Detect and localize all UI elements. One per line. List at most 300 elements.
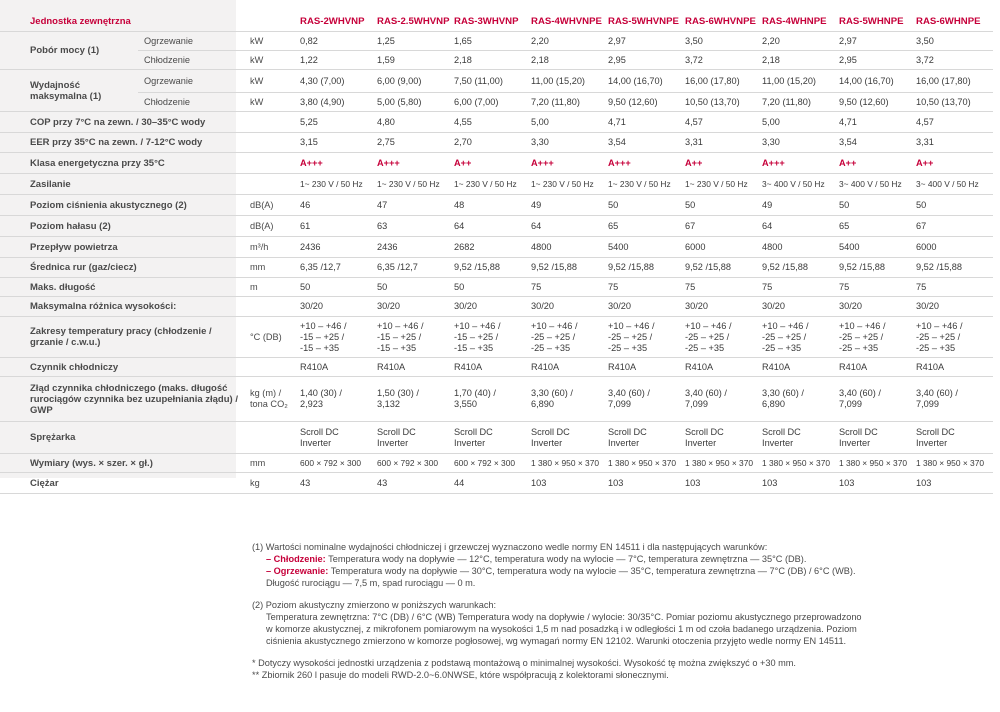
pipe-diameter-value: 6,35 /12,7 [298, 258, 375, 278]
max-height-difference-value: 30/20 [452, 297, 529, 317]
max-length-value: 75 [837, 278, 914, 297]
refrigerant-charge-value [298, 377, 375, 422]
weight-value: 103 [683, 473, 760, 494]
capacity-cooling-value: 10,50 (13,70) [914, 93, 993, 112]
dimensions-value: 600 × 792 × 300 [452, 454, 529, 473]
noise-level-label: Poziom hałasu (2) [0, 216, 242, 237]
air-flow-unit: m³/h [242, 237, 298, 258]
refrigerant-charge-value-line: 7,099 [685, 399, 709, 409]
operating-range-value [375, 317, 452, 358]
eer-value: 3,31 [914, 133, 993, 153]
row-pipe-diameter [0, 258, 993, 278]
pipe-diameter-value: 9,52 /15,88 [606, 258, 683, 278]
energy-class-label: Klasa energetyczna przy 35°C [0, 153, 298, 174]
compressor-value-line: Scroll DC [608, 426, 647, 437]
row-cop [0, 112, 993, 133]
power-supply-value: 1~ 230 V / 50 Hz [298, 174, 375, 195]
power-cooling-value: 2,18 [452, 51, 529, 70]
row-energy-class [0, 153, 993, 174]
eer-label: EER przy 35°C na zewn. / 7-12°C wody [0, 133, 298, 153]
compressor-value-line: Inverter [300, 437, 332, 448]
refrigerant-charge-value [452, 377, 529, 422]
capacity-heating-value: 14,00 (16,70) [606, 70, 683, 93]
dimensions-value: 1 380 × 950 × 370 [760, 454, 837, 473]
noise-level-value: 63 [375, 216, 452, 237]
power-cooling-value: 2,95 [606, 51, 683, 70]
refrigerant-charge-unit [242, 377, 298, 422]
max-length-value: 50 [298, 278, 375, 297]
energy-class-value: A++ [837, 153, 914, 174]
refrigerant-value: R410A [760, 358, 837, 377]
capacity-heating-value: 11,00 (15,20) [529, 70, 606, 93]
refrigerant-charge-value [683, 377, 760, 422]
model-name: RAS-6WHNPE [914, 11, 993, 32]
operating-range-value-line: -25 – +25 / [531, 331, 576, 342]
max-length-value: 50 [375, 278, 452, 297]
max-length-value: 75 [760, 278, 837, 297]
row-capacity-heating [0, 70, 993, 93]
note-1-heating [252, 565, 972, 577]
footnotes [252, 541, 972, 681]
sound-pressure-value: 48 [452, 195, 529, 216]
dimensions-value: 1 380 × 950 × 370 [529, 454, 606, 473]
max-length-value: 75 [914, 278, 993, 297]
cop-value: 4,57 [683, 112, 760, 133]
refrigerant-charge-value-line: 3,550 [454, 399, 478, 409]
note-1-heating-text: Temperatura wody na dopływie — 30°C, temperatura wody na wylocie — 35°C, temperatura zewnętrzna — 7°C (DB) / 6°C (WB). [330, 566, 856, 576]
pipe-diameter-value: 6,35 /12,7 [375, 258, 452, 278]
operating-range-value-line: -15 – +35 [300, 342, 340, 353]
compressor-value-line: Scroll DC [300, 426, 339, 437]
compressor-value-line: Inverter [916, 437, 948, 448]
weight-value: 103 [529, 473, 606, 494]
refrigerant-charge-value-line: 3,30 (60) / [531, 388, 573, 398]
operating-range-value-line: -25 – +25 / [916, 331, 961, 342]
note-2-line-b: w komorze akustycznej, z mikrofonem pomiarowym na wysokości 1,5 m nad posadzką i w odległości 1 m od czoła badanego urządzenia. Poziom [266, 624, 857, 634]
noise-level-value: 61 [298, 216, 375, 237]
refrigerant-charge-value [375, 377, 452, 422]
model-name: RAS-3WHVNP [452, 11, 529, 32]
compressor-value-line: Scroll DC [377, 426, 416, 437]
weight-value: 43 [375, 473, 452, 494]
compressor-value-line: Scroll DC [454, 426, 493, 437]
capacity-heating-value: 14,00 (16,70) [837, 70, 914, 93]
capacity-heating-unit: kW [242, 70, 298, 93]
pipe-diameter-value: 9,52 /15,88 [452, 258, 529, 278]
cop-value: 4,71 [606, 112, 683, 133]
refrigerant-charge-value-line: 3,40 (60) / [916, 388, 958, 398]
power-supply-value: 3~ 400 V / 50 Hz [760, 174, 837, 195]
operating-range-value-line: -15 – +35 [454, 342, 494, 353]
refrigerant-charge-value [914, 377, 993, 422]
pipe-diameter-unit: mm [242, 258, 298, 278]
capacity-cooling-sublabel: Chłodzenie [138, 93, 242, 112]
refrigerant-charge-label: Złąd czynnika chłodniczego (maks. długość rurociągów czynnika bez uzupełniania złądu) / GWP [0, 377, 242, 422]
dimensions-value: 1 380 × 950 × 370 [914, 454, 993, 473]
compressor-value [452, 422, 529, 454]
capacity-heating-value: 7,50 (11,00) [452, 70, 529, 93]
cop-value: 5,25 [298, 112, 375, 133]
power-cooling-value: 1,22 [298, 51, 375, 70]
operating-range-value-line: +10 – +46 / [916, 320, 963, 331]
eer-value: 3,54 [837, 133, 914, 153]
header-row [0, 11, 993, 32]
power-supply-value: 1~ 230 V / 50 Hz [683, 174, 760, 195]
refrigerant-charge-value-line: 1,50 (30) / [377, 388, 419, 398]
power-cooling-value: 2,18 [529, 51, 606, 70]
pipe-diameter-value: 9,52 /15,88 [529, 258, 606, 278]
row-capacity-cooling [0, 93, 993, 112]
refrigerant-charge-value-line: 7,099 [916, 399, 940, 409]
compressor-value [683, 422, 760, 454]
model-name: RAS-4WHNPE [760, 11, 837, 32]
energy-class-value: A+++ [760, 153, 837, 174]
row-max-height-difference [0, 297, 993, 317]
operating-range-value-line: -25 – +25 / [608, 331, 653, 342]
row-power-heating [0, 32, 993, 51]
refrigerant-value: R410A [529, 358, 606, 377]
max-length-value: 75 [606, 278, 683, 297]
noise-level-value: 64 [529, 216, 606, 237]
weight-value: 103 [837, 473, 914, 494]
noise-level-value: 64 [760, 216, 837, 237]
note-1-pipe: Długość rurociągu — 7,5 m, spad rurociągu — 0 m. [266, 578, 476, 588]
compressor-value-line: Scroll DC [839, 426, 878, 437]
sound-pressure-value: 50 [606, 195, 683, 216]
note-2: (2) Poziom akustyczny zmierzono w poniższych warunkach: [252, 600, 497, 610]
operating-range-value [914, 317, 993, 358]
weight-label: Ciężar [0, 473, 242, 494]
row-compressor [0, 422, 993, 454]
power-heating-value: 3,50 [683, 32, 760, 51]
compressor-label: Sprężarka [0, 422, 298, 454]
eer-value: 3,54 [606, 133, 683, 153]
power-supply-value: 3~ 400 V / 50 Hz [837, 174, 914, 195]
compressor-value-line: Scroll DC [916, 426, 955, 437]
capacity-heating-value: 11,00 (15,20) [760, 70, 837, 93]
max-height-difference-value: 30/20 [914, 297, 993, 317]
operating-range-value [298, 317, 375, 358]
refrigerant-value: R410A [683, 358, 760, 377]
operating-range-value-line: -25 – +35 [685, 342, 725, 353]
power-supply-value: 1~ 230 V / 50 Hz [606, 174, 683, 195]
dimensions-value: 600 × 792 × 300 [298, 454, 375, 473]
capacity-heating-sublabel: Ogrzewanie [138, 70, 242, 93]
refrigerant-value: R410A [837, 358, 914, 377]
sound-pressure-value: 50 [914, 195, 993, 216]
pipe-diameter-value: 9,52 /15,88 [760, 258, 837, 278]
model-name: RAS-2.5WHVNP [375, 11, 452, 32]
refrigerant-charge-value-line: 3,40 (60) / [685, 388, 727, 398]
air-flow-value: 2436 [375, 237, 452, 258]
compressor-value [760, 422, 837, 454]
row-refrigerant [0, 358, 993, 377]
power-supply-value: 1~ 230 V / 50 Hz [452, 174, 529, 195]
eer-value: 3,15 [298, 133, 375, 153]
operating-range-value-line: +10 – +46 / [839, 320, 886, 331]
operating-range-value [452, 317, 529, 358]
compressor-value [375, 422, 452, 454]
dimensions-value: 1 380 × 950 × 370 [837, 454, 914, 473]
sound-pressure-value: 49 [529, 195, 606, 216]
weight-value: 44 [452, 473, 529, 494]
weight-value: 103 [760, 473, 837, 494]
capacity-cooling-value: 6,00 (7,00) [452, 93, 529, 112]
max-height-difference-label: Maksymalna różnica wysokości: [0, 297, 298, 317]
energy-class-value: A+++ [298, 153, 375, 174]
compressor-value-line: Inverter [608, 437, 640, 448]
sound-pressure-value: 49 [760, 195, 837, 216]
note-star-1: * Dotyczy wysokości jednostki urządzenia z podstawą montażową o minimalnej wysokości. Wysokość tę można zwiększyć o +30 mm. [252, 658, 796, 668]
operating-range-value-line: +10 – +46 / [377, 320, 424, 331]
sound-pressure-value: 50 [837, 195, 914, 216]
row-max-length [0, 278, 993, 297]
max-height-difference-value: 30/20 [606, 297, 683, 317]
capacity-cooling-value: 9,50 (12,60) [606, 93, 683, 112]
refrigerant-charge-value-line: 7,099 [608, 399, 632, 409]
operating-range-value-line: +10 – +46 / [300, 320, 347, 331]
operating-range-unit: °C (DB) [242, 317, 298, 358]
capacity-heating-value: 16,00 (17,80) [914, 70, 993, 93]
noise-level-value: 65 [606, 216, 683, 237]
note-1-cooling-text: Temperatura wody na dopływie — 12°C, temperatura wody na wylocie — 7°C, temperatura zewnętrzna — 35°C (DB). [328, 554, 807, 564]
refrigerant-charge-value-line: 3,132 [377, 399, 401, 409]
energy-class-value: A+++ [529, 153, 606, 174]
max-height-difference-value: 30/20 [683, 297, 760, 317]
note-1-cooling-key: – Chłodzenie: [266, 554, 326, 564]
max-height-difference-value: 30/20 [375, 297, 452, 317]
max-length-value: 75 [529, 278, 606, 297]
row-weight [0, 473, 993, 494]
refrigerant-value: R410A [914, 358, 993, 377]
compressor-value-line: Inverter [531, 437, 563, 448]
capacity-heating-value: 6,00 (9,00) [375, 70, 452, 93]
cop-value: 4,80 [375, 112, 452, 133]
capacity-cooling-value: 3,80 (4,90) [298, 93, 375, 112]
compressor-value-line: Scroll DC [531, 426, 570, 437]
power-heating-value: 3,50 [914, 32, 993, 51]
dimensions-value: 600 × 792 × 300 [375, 454, 452, 473]
spec-table [0, 11, 993, 494]
compressor-value-line: Inverter [839, 437, 871, 448]
operating-range-value [760, 317, 837, 358]
dimensions-value: 1 380 × 950 × 370 [606, 454, 683, 473]
refrigerant-charge-unit-line: kg (m) / [250, 388, 282, 398]
max-height-difference-value: 30/20 [837, 297, 914, 317]
refrigerant-charge-value-line: 3,30 (60) / [762, 388, 804, 398]
row-power-cooling [0, 51, 993, 70]
operating-range-value-line: -15 – +25 / [454, 331, 499, 342]
row-sound-pressure [0, 195, 993, 216]
power-cooling-value: 3,72 [914, 51, 993, 70]
refrigerant-charge-value [606, 377, 683, 422]
refrigerant-value: R410A [606, 358, 683, 377]
refrigerant-charge-value [760, 377, 837, 422]
compressor-value-line: Scroll DC [685, 426, 724, 437]
capacity-cooling-unit: kW [242, 93, 298, 112]
power-heating-value: 2,20 [529, 32, 606, 51]
operating-range-value-line: -25 – +25 / [685, 331, 730, 342]
refrigerant-charge-value-line: 6,890 [531, 399, 555, 409]
max-length-unit: m [242, 278, 298, 297]
row-dimensions [0, 454, 993, 473]
power-supply-label: Zasilanie [0, 174, 298, 195]
capacity-cooling-value: 5,00 (5,80) [375, 93, 452, 112]
compressor-value-line: Inverter [454, 437, 486, 448]
row-power-supply [0, 174, 993, 195]
air-flow-value: 4800 [760, 237, 837, 258]
air-flow-value: 2436 [298, 237, 375, 258]
eer-value: 2,70 [452, 133, 529, 153]
operating-range-value-line: +10 – +46 / [608, 320, 655, 331]
dimensions-unit: mm [242, 454, 298, 473]
eer-value: 3,30 [760, 133, 837, 153]
row-eer [0, 133, 993, 153]
weight-unit: kg [242, 473, 298, 494]
note-star-2: ** Zbiornik 260 l pasuje do modeli RWD-2.0~6.0NWSE, które współpracują z kolektorami słonecznymi. [252, 670, 669, 680]
max-height-difference-value: 30/20 [529, 297, 606, 317]
max-height-difference-value: 30/20 [298, 297, 375, 317]
capacity-heating-value: 4,30 (7,00) [298, 70, 375, 93]
power-cooling-unit: kW [242, 51, 298, 70]
note-2-line-a: Temperatura zewnętrzna: 7°C (DB) / 6°C (WB) Temperatura wody na dopływie / wylocie: 30/35°C. Pomiar poziomu akustycznego przeprowadzono [266, 612, 862, 622]
cop-value: 4,55 [452, 112, 529, 133]
operating-range-value-line: -25 – +35 [762, 342, 802, 353]
power-cooling-value: 2,95 [837, 51, 914, 70]
sound-pressure-value: 46 [298, 195, 375, 216]
refrigerant-charge-value-line: 7,099 [839, 399, 863, 409]
operating-range-value-line: -25 – +35 [531, 342, 571, 353]
refrigerant-value: R410A [375, 358, 452, 377]
compressor-value-line: Scroll DC [762, 426, 801, 437]
max-length-label: Maks. długość [0, 278, 242, 297]
cop-value: 5,00 [760, 112, 837, 133]
operating-range-value-line: -15 – +35 [377, 342, 417, 353]
power-supply-value: 3~ 400 V / 50 Hz [914, 174, 993, 195]
noise-level-value: 65 [837, 216, 914, 237]
model-name: RAS-2WHVNP [298, 11, 375, 32]
pipe-diameter-value: 9,52 /15,88 [914, 258, 993, 278]
refrigerant-value: R410A [452, 358, 529, 377]
refrigerant-label: Czynnik chłodniczy [0, 358, 298, 377]
row-operating-range [0, 317, 993, 358]
compressor-value-line: Inverter [762, 437, 794, 448]
energy-class-value: A++ [683, 153, 760, 174]
model-name: RAS-5WHVNPE [606, 11, 683, 32]
power-supply-value: 1~ 230 V / 50 Hz [375, 174, 452, 195]
operating-range-value [529, 317, 606, 358]
energy-class-value: A++ [914, 153, 993, 174]
capacity-cooling-value: 10,50 (13,70) [683, 93, 760, 112]
power-cooling-value: 3,72 [683, 51, 760, 70]
refrigerant-charge-value-line: 1,40 (30) / [300, 388, 342, 398]
model-name: RAS-5WHNPE [837, 11, 914, 32]
air-flow-value: 5400 [837, 237, 914, 258]
noise-level-unit: dB(A) [242, 216, 298, 237]
capacity-cooling-value: 7,20 (11,80) [760, 93, 837, 112]
sound-pressure-label: Poziom ciśnienia akustycznego (2) [0, 195, 242, 216]
row-refrigerant-charge [0, 377, 993, 422]
air-flow-value: 6000 [914, 237, 993, 258]
spec-table-body [0, 11, 993, 494]
note-1: (1) Wartości nominalne wydajności chłodniczej i grzewczej wyznaczono wedle normy EN 14511 i dla następujących warunków: [252, 542, 768, 552]
compressor-value [914, 422, 993, 454]
row-noise-level [0, 216, 993, 237]
operating-range-value-line: +10 – +46 / [454, 320, 501, 331]
refrigerant-value: R410A [298, 358, 375, 377]
capacity-cooling-value: 7,20 (11,80) [529, 93, 606, 112]
cop-value: 4,71 [837, 112, 914, 133]
energy-class-value: A++ [452, 153, 529, 174]
power-heating-unit: kW [242, 32, 298, 51]
power-heating-value: 2,97 [606, 32, 683, 51]
max-height-difference-value: 30/20 [760, 297, 837, 317]
air-flow-value: 4800 [529, 237, 606, 258]
compressor-value [298, 422, 375, 454]
operating-range-value-line: -25 – +25 / [762, 331, 807, 342]
operating-range-value-line: -25 – +35 [916, 342, 956, 353]
max-length-value: 50 [452, 278, 529, 297]
power-heating-value: 0,82 [298, 32, 375, 51]
capacity-cooling-value: 9,50 (12,60) [837, 93, 914, 112]
refrigerant-charge-value-line: 6,890 [762, 399, 786, 409]
refrigerant-charge-value [837, 377, 914, 422]
sound-pressure-value: 47 [375, 195, 452, 216]
power-heating-sublabel: Ogrzewanie [138, 32, 242, 51]
model-name: RAS-4WHVNPE [529, 11, 606, 32]
operating-range-value [837, 317, 914, 358]
air-flow-label: Przepływ powietrza [0, 237, 242, 258]
dimensions-value: 1 380 × 950 × 370 [683, 454, 760, 473]
weight-value: 103 [914, 473, 993, 494]
power-heating-value: 1,65 [452, 32, 529, 51]
cop-value: 5,00 [529, 112, 606, 133]
power-heating-value: 1,25 [375, 32, 452, 51]
refrigerant-charge-value-line: 3,40 (60) / [839, 388, 881, 398]
weight-value: 43 [298, 473, 375, 494]
model-name: RAS-6WHVNPE [683, 11, 760, 32]
pipe-diameter-value: 9,52 /15,88 [683, 258, 760, 278]
operating-range-value-line: -15 – +25 / [377, 331, 422, 342]
compressor-value [529, 422, 606, 454]
pipe-diameter-value: 9,52 /15,88 [837, 258, 914, 278]
operating-range-value-line: +10 – +46 / [685, 320, 732, 331]
power-cooling-value: 1,59 [375, 51, 452, 70]
cop-label: COP przy 7°C na zewn. / 30–35°C wody [0, 112, 298, 133]
sound-pressure-unit: dB(A) [242, 195, 298, 216]
refrigerant-charge-unit-line: tona CO₂ [250, 399, 288, 409]
air-flow-value: 6000 [683, 237, 760, 258]
energy-class-value: A+++ [375, 153, 452, 174]
compressor-value [837, 422, 914, 454]
operating-range-label: Zakresy temperatury pracy (chłodzenie / grzanie / c.w.u.) [0, 317, 242, 358]
operating-range-value [606, 317, 683, 358]
sound-pressure-value: 50 [683, 195, 760, 216]
max-length-value: 75 [683, 278, 760, 297]
compressor-value-line: Inverter [377, 437, 409, 448]
note-1-cooling [252, 553, 972, 565]
power-heating-value: 2,20 [760, 32, 837, 51]
operating-range-value-line: -25 – +35 [839, 342, 879, 353]
pipe-diameter-label: Średnica rur (gaz/ciecz) [0, 258, 242, 278]
power-label: Pobór mocy (1) [0, 32, 138, 70]
operating-range-value-line: +10 – +46 / [531, 320, 578, 331]
power-cooling-value: 2,18 [760, 51, 837, 70]
noise-level-value: 67 [683, 216, 760, 237]
noise-level-value: 67 [914, 216, 993, 237]
air-flow-value: 5400 [606, 237, 683, 258]
power-cooling-sublabel: Chłodzenie [138, 51, 242, 70]
